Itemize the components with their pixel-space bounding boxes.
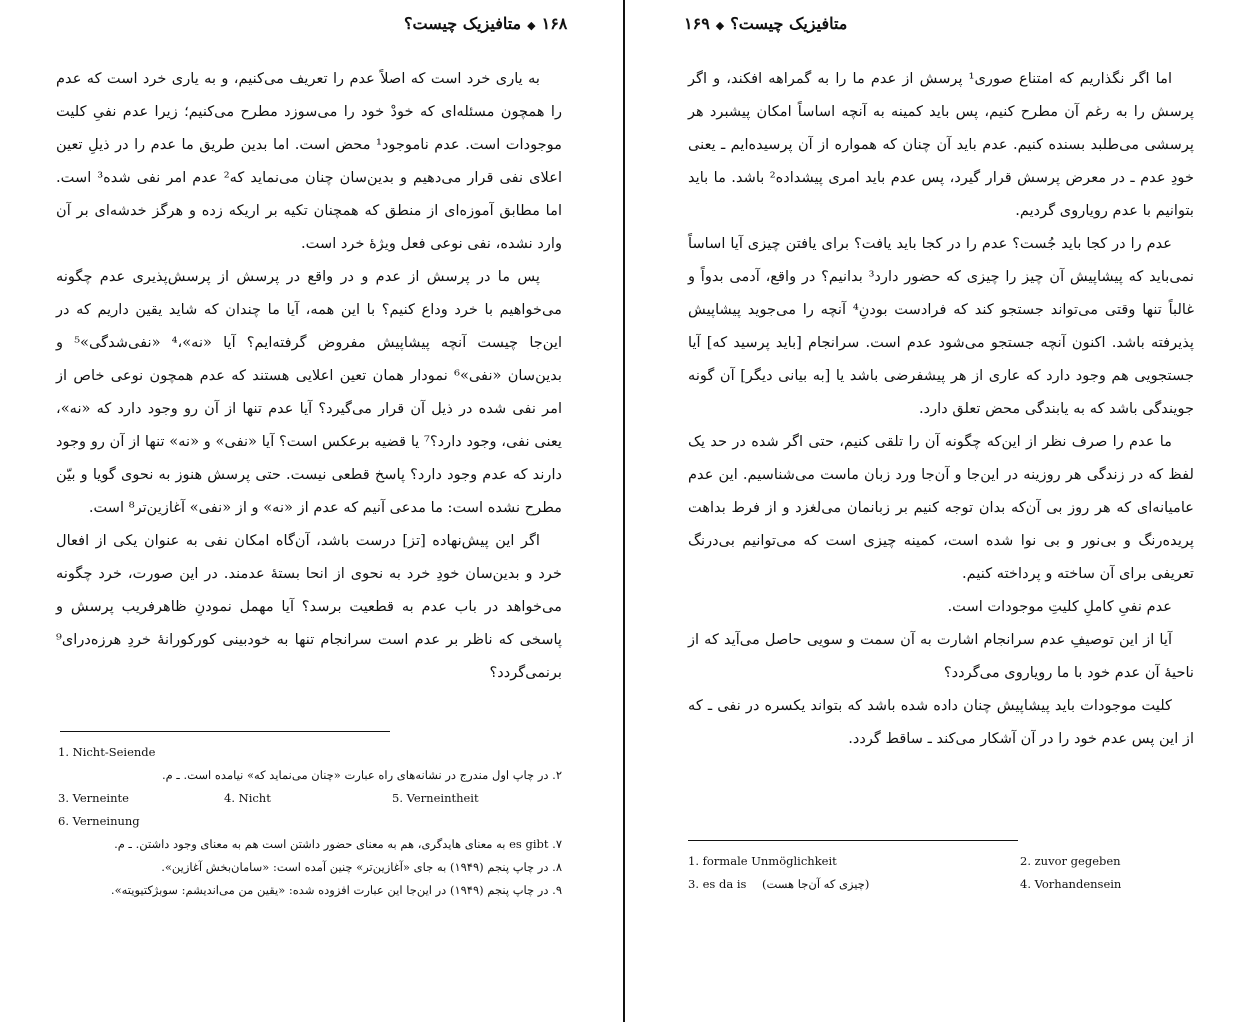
paragraph: عدم نفیِ کاملِ کلیتِ موجودات است. (947, 598, 1172, 615)
paragraph: اما اگر نگذاریم که امتناع صوری¹ پرسش از عدم ما را به گمراهه افکند، و اگر پرسش را به رغم آن مطرح کنیم، پس باید کمینه به آنچه اساساً امکان پیشبرد هر پرسشی می‌طلبد بسنده کنیم. عدم باید آن چنان که همواره از آن پرسیده‌ایم ـ یعنی خودِ عدم ـ در معرض پرسش قرار گیرد، پس عدم باید امری پیشداده² باشد. ما باید بتوانیم با عدم رویاروی گردیم. (688, 70, 1194, 219)
footnote: 3. Verneinte (58, 791, 129, 805)
footnote: ۸. در چاپ پنجم (۱۹۴۹) به جای «آغازین‌تر» چنین آمده است: «سامان‌بخش آغازین». (161, 860, 562, 874)
running-title: متافیزیک چیست؟ (404, 14, 522, 33)
footnote: 2. zuvor gegeben (1020, 854, 1121, 868)
footnote-row (58, 787, 562, 810)
paragraph: عدم را در کجا باید جُست؟ عدم را در کجا باید یافت؟ برای یافتن چیزی آیا اساساً نمی‌باید که پیشاپیش آن چیز را چیزی که حضور دارد³ بدانیم؟ در واقع، آدمی بدواً و غالباً تنها وقتی می‌تواند جستجو کند که فرادست بودنِ⁴ آنچه را می‌جوید پیشاپیش پذیرفته باشد. اکنون آنچه جستجو می‌شود عدم است. سرانجام [باید پرسید که] آیا جستجویی هم وجود دارد که عاری از هر پیشفرضی باشد یا [به بیانی دیگر] آن گونه جویندگی باشد که به یابندگی محض تعلق دارد. (688, 235, 1194, 417)
gutter-line (623, 0, 625, 1022)
paragraph: به یاری خرد است که اصلاً عدم را تعریف می‌کنیم، و به یاری خرد است که عدم را همچون مسئله‌ای که خودْ خود را می‌سوزد مطرح می‌کنیم؛ زیرا عدم نفیِ کلیت موجودات است. عدم ناموجود¹ محض است. اما بدین طریق ما عدم را در ذیلِ تعین اعلای نفی قرار می‌دهیم و بدین‌سان چنان می‌نماید که² عدم امر نفی شده³ است. اما مطابق آموزه‌ای از منطق که همچنان تکیه بر اریکه زده و هرگز خدشه‌ای بر آن وارد نشده، نفی نوعی فعل ویژهٔ خرد است. (56, 70, 562, 252)
paragraph: آیا از این توصیفِ عدم سرانجام اشارت به آن سمت و سویی حاصل می‌آید که از ناحیهٔ آن عدم خود با ما رویاروی می‌گردد؟ (688, 631, 1194, 681)
right-page (626, 0, 1244, 1022)
footnotes (688, 850, 1194, 896)
footnote: 1. Nicht-Seiende (58, 745, 156, 759)
page-header (404, 14, 567, 33)
page-number: ۱۶۹ (684, 14, 710, 33)
footnotes (58, 741, 562, 902)
footnote-divider (688, 840, 1018, 841)
page-number: ۱۶۸ (541, 14, 568, 33)
footnote: ۷. es gibt به معنای هایدگری، هم به معنای حضور داشتن است هم به معنای وجود داشتن. ـ م. (114, 837, 562, 851)
paragraph: اگر این پیش‌نهاده [تز] درست باشد، آن‌گاه امکان نفی به عنوان یکی از افعال خرد و بدین‌سان خودِ خرد به نحوی از انحا بستهٔ عدمند. در این صورت، خرد چگونه می‌خواهد در باب عدم به قطعیت برسد؟ آیا مهمل نمودنِ ظاهرفریب پرسش و پاسخی که ناظر بر عدم است سرانجام تنها به خودبینی کورکورانهٔ خردِ هرزه‌درای⁹ برنمی‌گردد؟ (56, 532, 562, 681)
running-title: متافیزیک چیست؟ (730, 14, 848, 33)
footnote: 6. Verneinung (58, 814, 140, 828)
footnote: ۲. در چاپ اول مندرج در نشانه‌های راه عبارت «چنان می‌نماید که» نیامده است. ـ م. (162, 768, 562, 782)
page-header (684, 14, 847, 33)
footnote-gloss: (چیزی که آن‌جا هست) (762, 877, 870, 891)
footnote: 5. Verneintheit (392, 791, 479, 805)
diamond-separator: ◆ (527, 19, 536, 32)
footnote: 4. Nicht (224, 791, 271, 805)
paragraph: پس ما در پرسش از عدم و در واقع در پرسش از پرسش‌پذیری عدم چگونه می‌خواهیم با خرد وداع کنیم؟ با این همه، آیا ما چندان که شاید یقین داریم که در این‌جا چیست آنچه پیشاپیش مفروض گرفته‌ایم؟ آیا «نه»،⁴ «نفی‌شدگی»⁵ و بدین‌سان «نفی»⁶ نمودار همان تعین اعلایی هستند که عدم همچون نوعی خاص از امر نفی شده در ذیل آن قرار می‌گیرد؟ آیا عدم تنها از آن رو وجود دارد که «نه»، یعنی نفی، وجود دارد؟⁷ یا قضیه برعکس است؟ آیا «نفی» و «نه» تنها از آن رو وجود دارند که عدم وجود دارد؟ پاسخ قطعی نیست. حتی پرسش هنوز به نحوی گویا و بیّن مطرح نشده است: ما مدعی آنیم که عدم از «نه» و از «نفی» آغازین‌تر⁸ است. (56, 268, 563, 516)
body-text (688, 62, 1194, 755)
footnote-row (688, 850, 1194, 873)
footnote-divider (60, 731, 390, 732)
footnote: 1. formale Unmöglichkeit (688, 854, 837, 868)
footnote: 3. es da is (688, 877, 747, 891)
diamond-separator: ◆ (715, 19, 725, 32)
footnote: ۹. در چاپ پنجم (۱۹۴۹) در این‌جا این عبارت افزوده شده: «یقین من می‌اندیشم: سوبژکتیویته». (110, 883, 562, 897)
footnote-row (688, 873, 1194, 896)
paragraph: کلیت موجودات باید پیشاپیش چنان داده شده باشد که بتواند یکسره در نفی ـ که از این پس عدم خود را در آن آشکار می‌کند ـ ساقط گردد. (688, 697, 1194, 747)
footnote: 4. Vorhandensein (1020, 877, 1122, 891)
paragraph: ما عدم را صرف نظر از این‌که چگونه آن را تلقی کنیم، حتی اگر شده در حد یک لفظ که در زندگی هر روزینه در این‌جا و آن‌جا ورد زبان ماست می‌شناسیم. این عدم عامیانه‌ای که هر روز بی آن‌که بدان توجه کنیم بر زبانمان می‌لغزد و از فرط بداهت پریده‌رنگ و بی‌نور و بی نوا شده است، کمینه چیزی است که می‌توانیم بی‌درنگ تعریفی برای آن ساخته و پرداخته کنیم. (688, 433, 1194, 582)
body-text (56, 62, 562, 689)
